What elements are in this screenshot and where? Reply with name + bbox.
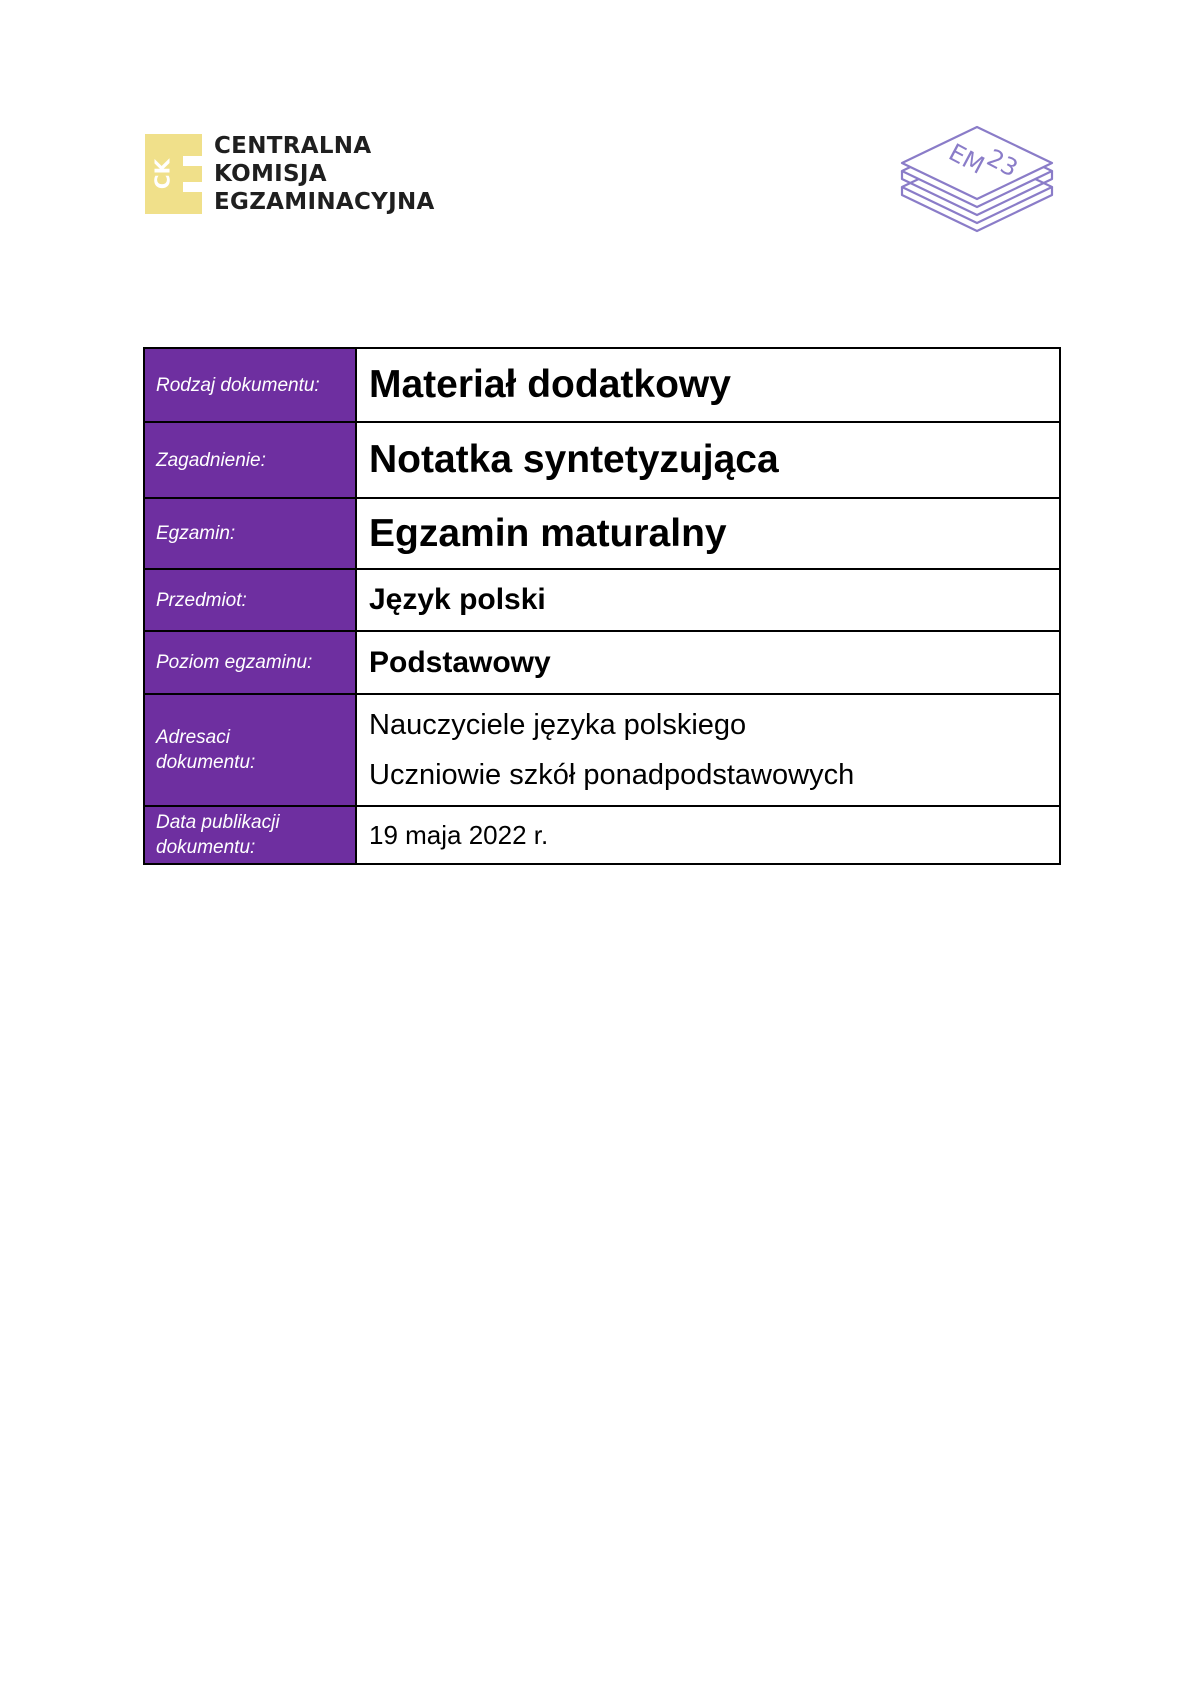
label-exam-level: Poziom egzaminu: bbox=[144, 631, 356, 694]
label-addressees bbox=[144, 694, 356, 806]
table-row bbox=[144, 694, 1060, 806]
table-row bbox=[144, 631, 1060, 694]
table-row bbox=[144, 422, 1060, 498]
cke-mark-icon bbox=[145, 134, 202, 214]
value-addressees-line-1: Nauczyciele języka polskiego bbox=[369, 709, 747, 741]
em23-logo bbox=[900, 125, 1055, 235]
cke-logo-mark bbox=[145, 134, 202, 214]
value-addressees bbox=[356, 694, 1060, 806]
value-exam-level: Podstawowy bbox=[356, 631, 1060, 694]
label-publication-date bbox=[144, 806, 356, 864]
value-document-type: Materiał dodatkowy bbox=[356, 348, 1060, 422]
em-logo-text-bottom: 23 bbox=[982, 143, 1023, 183]
cke-mark-text: CK bbox=[150, 158, 175, 190]
value-exam: Egzamin maturalny bbox=[356, 498, 1060, 569]
label-addressees-line-2: dokumentu: bbox=[156, 752, 256, 773]
value-publication-date: 19 maja 2022 r. bbox=[356, 806, 1060, 864]
table-row bbox=[144, 348, 1060, 422]
document-info-table bbox=[143, 347, 1061, 865]
label-document-type: Rodzaj dokumentu: bbox=[144, 348, 356, 422]
stacked-layers-icon bbox=[900, 125, 1055, 235]
value-subject: Język polski bbox=[356, 569, 1060, 631]
label-topic: Zagadnienie: bbox=[144, 422, 356, 498]
cke-logo-line-3: EGZAMINACYJNA bbox=[214, 189, 435, 215]
cke-logo-text bbox=[214, 132, 435, 216]
table-row bbox=[144, 806, 1060, 864]
cke-logo-line-2: KOMISJA bbox=[214, 161, 327, 187]
em-logo-text-top: EM bbox=[944, 138, 989, 180]
cke-logo bbox=[145, 132, 435, 216]
label-addressees-line-1: Adresaci bbox=[156, 727, 230, 748]
value-addressees-line-2: Uczniowie szkół ponadpodstawowych bbox=[369, 759, 855, 791]
label-publication-date-line-2: dokumentu: bbox=[156, 837, 256, 858]
table-row bbox=[144, 498, 1060, 569]
label-publication-date-line-1: Data publikacji bbox=[156, 812, 280, 833]
label-subject: Przedmiot: bbox=[144, 569, 356, 631]
table-row bbox=[144, 569, 1060, 631]
label-exam: Egzamin: bbox=[144, 498, 356, 569]
cke-logo-line-1: CENTRALNA bbox=[214, 133, 372, 159]
value-topic: Notatka syntetyzująca bbox=[356, 422, 1060, 498]
